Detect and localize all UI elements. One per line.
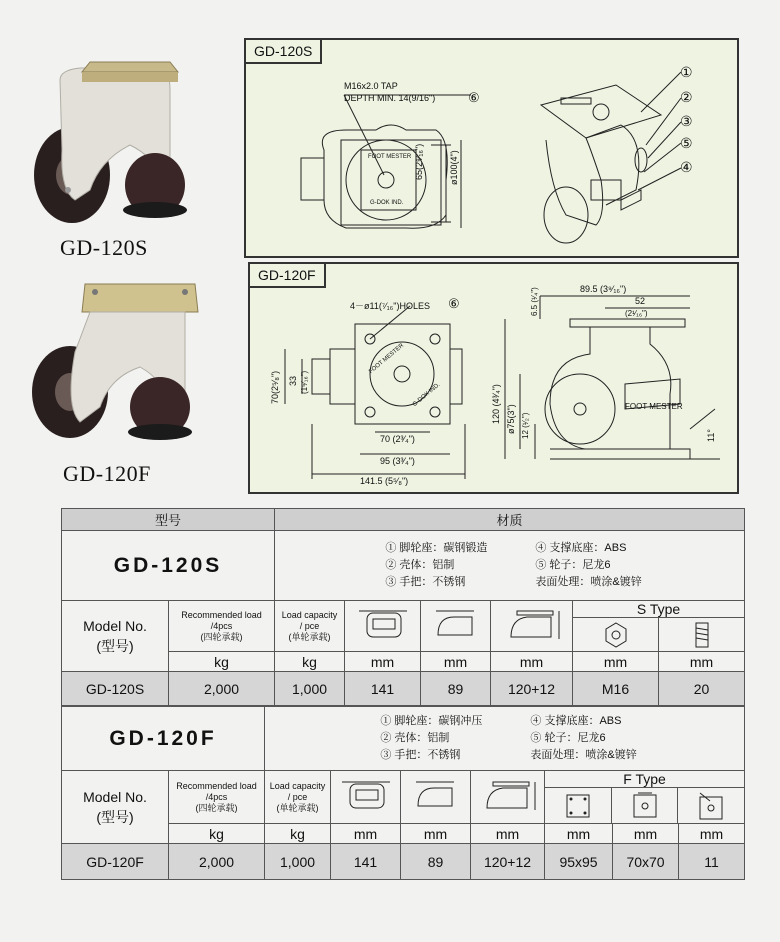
mat-line: ⑤ 轮子：尼龙6: [535, 559, 611, 571]
bolt-head-icon: [601, 620, 631, 650]
drawing-tag: GD-120F: [250, 264, 326, 288]
unit: mm: [679, 824, 745, 844]
cap-cn: (单轮承载): [288, 631, 331, 642]
cap-cn: (单轮承载): [276, 802, 319, 813]
table-row: [62, 844, 745, 880]
material-f-right: [522, 713, 636, 764]
icon-thread-s: [573, 618, 659, 651]
mat-line: 表面处理：喷涂&镀锌: [530, 749, 637, 761]
photo-caption-gd120s: GD-120S: [60, 235, 148, 260]
callout-1: ①: [680, 64, 693, 80]
cell: 141: [345, 672, 421, 706]
caster-height-icon: [497, 607, 567, 643]
unit: mm: [659, 652, 745, 672]
dim-65: 65(2⁹⁄₁₆"): [414, 143, 424, 180]
photo-caption-gd120f: GD-120F: [63, 461, 151, 486]
cell: 11: [679, 844, 745, 880]
drawing-gd120s-lines: [246, 40, 737, 256]
brand-side: FOOT MESTER: [625, 402, 683, 411]
product-photo-gd120f: [20, 282, 200, 452]
mat-line: 表面处理：喷涂&镀锌: [535, 576, 642, 588]
dim-1516: (1⁵⁄₁₆"): [300, 370, 309, 394]
mat-line: ④ 支撑底座：ABS: [535, 542, 627, 554]
cap-en: Load capacity: [281, 609, 338, 620]
dim-70h: 70 (2³⁄₄"): [380, 434, 415, 444]
unit: mm: [491, 652, 573, 672]
cell: 95x95: [545, 844, 613, 880]
capacity-f: [265, 771, 331, 824]
unit: mm: [401, 824, 471, 844]
callout-3: ③: [680, 113, 693, 129]
rec-load-en2: /4pcs: [210, 620, 233, 631]
cell: 120+12: [491, 672, 573, 706]
f-type-label: F Type: [545, 771, 744, 788]
cell: 89: [401, 844, 471, 880]
tap-note: M16x2.0 TAP: [344, 81, 398, 91]
icon-plate-outer: [545, 788, 612, 823]
cell: 89: [421, 672, 491, 706]
icon-hole-dia: [678, 788, 744, 823]
dim-70v: 70(2⁵⁄₈"): [270, 370, 280, 404]
icon-height-f: [471, 771, 545, 824]
unit: kg: [169, 824, 265, 844]
model-no-label-f: [62, 771, 169, 844]
icon-height-s: [491, 601, 573, 652]
unit: mm: [421, 652, 491, 672]
cell: 20: [659, 672, 745, 706]
plate-outer-icon: [563, 791, 593, 821]
rec-load-f: [169, 771, 265, 824]
callout-5: ⑤: [680, 135, 693, 151]
unit: mm: [471, 824, 545, 844]
rec-load-cn: (四轮承载): [195, 802, 238, 813]
cell: 2,000: [169, 844, 265, 880]
depth-note: DEPTH MIN. 14(9/16"): [344, 93, 436, 103]
cell: 70x70: [613, 844, 679, 880]
unit: kg: [169, 652, 275, 672]
material-f: [265, 707, 745, 771]
mat-line: ① 脚轮座：碳钢冲压: [380, 715, 483, 727]
caster-width-icon: [336, 778, 396, 814]
dim-95: 95 (3³⁄₄"): [380, 456, 415, 466]
mat-line: ③ 手把：不锈钢: [385, 576, 466, 588]
dim-12f: 12 (¹⁄₂"): [521, 412, 530, 439]
unit: mm: [573, 652, 659, 672]
maker-label-f: G-DOK IND.: [411, 381, 442, 409]
dim-75f: ø75(3"): [506, 404, 516, 434]
callout-4: ④: [680, 159, 693, 175]
icon-width-s: [345, 601, 421, 652]
material-s-left: [377, 540, 487, 591]
mat-line: ② 壳体：铝制: [385, 559, 455, 571]
mat-line: ① 脚轮座：碳钢锻造: [385, 542, 488, 554]
rec-load-s: [169, 601, 275, 652]
cell: 1,000: [275, 672, 345, 706]
dim-65f: 6.5 (¹⁄₄"): [530, 287, 539, 316]
hole-diameter-icon: [696, 791, 726, 821]
dim-895: 89.5 (3⁹⁄₁₆"): [580, 284, 627, 294]
spec-table: [61, 508, 745, 706]
drawing-tag: GD-120S: [246, 40, 322, 64]
rec-load-cn: (四轮承载): [200, 631, 243, 642]
cell: M16: [573, 672, 659, 706]
callout-6f: ⑥: [448, 296, 460, 311]
unit: mm: [345, 652, 421, 672]
drawing-gd120f: [248, 262, 739, 494]
cell: GD-120S: [62, 672, 169, 706]
icon-length-s: [421, 601, 491, 652]
plate-holes-icon: [630, 791, 660, 821]
rec-load-en2: /4pcs: [205, 791, 228, 802]
drawing-gd120s: [244, 38, 739, 258]
angle-11: 11°: [706, 429, 716, 442]
dim-33: 33: [288, 375, 298, 386]
caster-length-icon: [406, 778, 466, 814]
dim-100: ø100(4"): [449, 150, 459, 185]
rec-load-en: Recommended load: [176, 780, 257, 791]
cell: 2,000: [169, 672, 275, 706]
cell: GD-120F: [62, 844, 169, 880]
icon-width-f: [331, 771, 401, 824]
f-type-group: [545, 771, 745, 824]
capacity-s: [275, 601, 345, 652]
drawing-gd120f-lines: [250, 264, 737, 492]
icon-length-f: [401, 771, 471, 824]
caster-height-icon: [475, 778, 541, 814]
spec-table-f: [61, 706, 745, 880]
cap-en: Load capacity: [269, 780, 326, 791]
cell: 141: [331, 844, 401, 880]
model-no-cn: (型号): [96, 638, 134, 654]
header-material: 材质: [275, 509, 745, 531]
product-photo-gd120s: [20, 50, 190, 225]
mat-line: ② 壳体：铝制: [380, 732, 450, 744]
unit: mm: [613, 824, 679, 844]
material-s-right: [527, 540, 641, 591]
s-type-group: [573, 601, 745, 652]
cap-en2: / pce: [299, 620, 320, 631]
header-model: 型号: [62, 509, 275, 531]
mat-line: ③ 手把：不锈钢: [380, 749, 461, 761]
caster-width-icon: [353, 607, 413, 643]
brand-label: FOOT MESTER: [368, 154, 412, 160]
unit: mm: [331, 824, 401, 844]
cell: 1,000: [265, 844, 331, 880]
brand-label-f: FOOT MESTER: [368, 342, 406, 376]
table-row: [62, 672, 745, 706]
unit: kg: [275, 652, 345, 672]
cell: 120+12: [471, 844, 545, 880]
rec-load-en: Recommended load: [181, 609, 262, 620]
model-title-s: GD-120S: [62, 531, 275, 601]
unit: mm: [545, 824, 613, 844]
s-type-label: S Type: [573, 601, 744, 618]
caster-length-icon: [426, 607, 486, 643]
maker-label: G-DOK IND.: [370, 200, 404, 206]
dim-52: 52: [635, 296, 646, 306]
model-no: Model No.: [83, 789, 147, 805]
dim-120f: 120 (4³⁄₄"): [491, 384, 501, 424]
model-no: Model No.: [83, 618, 147, 634]
dim-1415: 141.5 (5⁵⁄₈"): [360, 476, 409, 486]
holes-note: 4－ø11(⁷⁄₁₆")HOLES: [350, 301, 430, 311]
model-no-label-s: [62, 601, 169, 672]
mat-line: ④ 支撑底座：ABS: [530, 715, 622, 727]
callout-2: ②: [680, 89, 693, 105]
model-title-f: GD-120F: [62, 707, 265, 771]
unit: kg: [265, 824, 331, 844]
model-no-cn: (型号): [96, 809, 134, 825]
icon-plate-holes: [612, 788, 679, 823]
threaded-stud-icon: [690, 620, 714, 650]
material-f-left: [372, 713, 482, 764]
material-s: [275, 531, 745, 601]
mat-line: ⑤ 轮子：尼龙6: [530, 732, 606, 744]
cap-en2: / pce: [287, 791, 308, 802]
callout-6: ⑥: [468, 90, 480, 105]
dim-52in: (2¹⁄₁₆"): [625, 309, 648, 318]
icon-stud-s: [659, 618, 744, 651]
